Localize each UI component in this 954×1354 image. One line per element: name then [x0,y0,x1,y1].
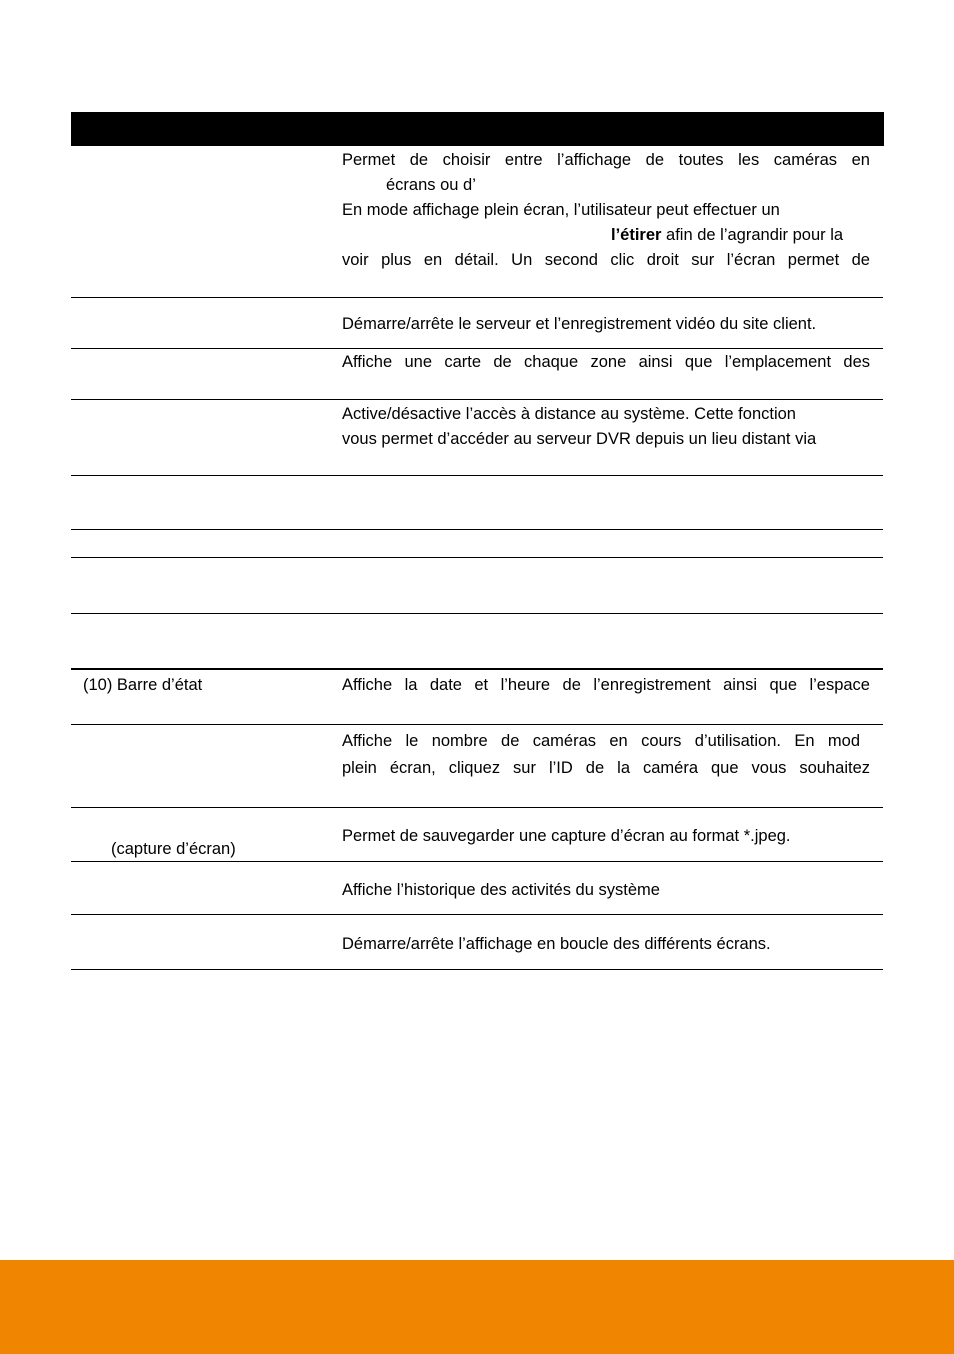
row-1-desc-line-4 [611,225,843,245]
row-1-desc-line-2: écrans ou d’ [386,176,476,194]
row-divider [71,861,883,862]
row-divider [71,914,883,915]
row-4-desc-line-1: Active/désactive l’accès à distance au système. Cette fonction [342,405,796,423]
row-divider [71,348,883,349]
row-1-desc-line-3: En mode affichage plein écran, l’utilisateur peut effectuer un [342,201,780,219]
row-12-desc: Permet de sauvegarder une capture d’écran au format *.jpeg. [342,827,791,845]
row-divider [71,399,883,400]
row-2-desc: Démarre/arrête le serveur et l’enregistrement vidéo du site client. [342,315,817,333]
row-14-desc: Démarre/arrête l’affichage en boucle des différents écrans. [342,935,771,953]
row-divider [71,529,883,530]
footer-bar [0,1260,954,1354]
row-13-desc: Affiche l’historique des activités du système [342,881,660,899]
row-divider [71,969,883,970]
row-divider [71,557,883,558]
row-1-desc-line-4-rest: afin de l’agrandir pour la [661,226,844,244]
row-divider [71,807,883,808]
row-3-desc: Affiche une carte de chaque zone ainsi que l’emplacement des [342,353,870,371]
row-divider [71,668,883,670]
row-10-desc: Affiche la date et l’heure de l’enregistrement ainsi que l’espace [342,676,870,694]
row-1-desc-line-1: Permet de choisir entre l’affichage de toutes les caméras en [342,151,870,169]
row-divider [71,724,883,725]
row-11-desc-line-2: plein écran, cliquez sur l’ID de la caméra que vous souhaitez [342,759,870,777]
row-divider [71,613,883,614]
row-1-bold-term: l’étirer [611,226,662,244]
row-divider [71,475,883,476]
row-1-desc-line-5: voir plus en détail. Un second clic droit sur l’écran permet de [342,251,870,269]
row-4-desc-line-2: vous permet d’accéder au serveur DVR depuis un lieu distant via [342,430,817,448]
row-12-label: (capture d’écran) [111,840,236,858]
table-header-bar [71,112,884,146]
row-divider [71,297,883,298]
row-10-label: (10) Barre d’état [83,676,203,694]
row-11-desc-line-1: Affiche le nombre de caméras en cours d’utilisation. En mod [342,732,860,750]
